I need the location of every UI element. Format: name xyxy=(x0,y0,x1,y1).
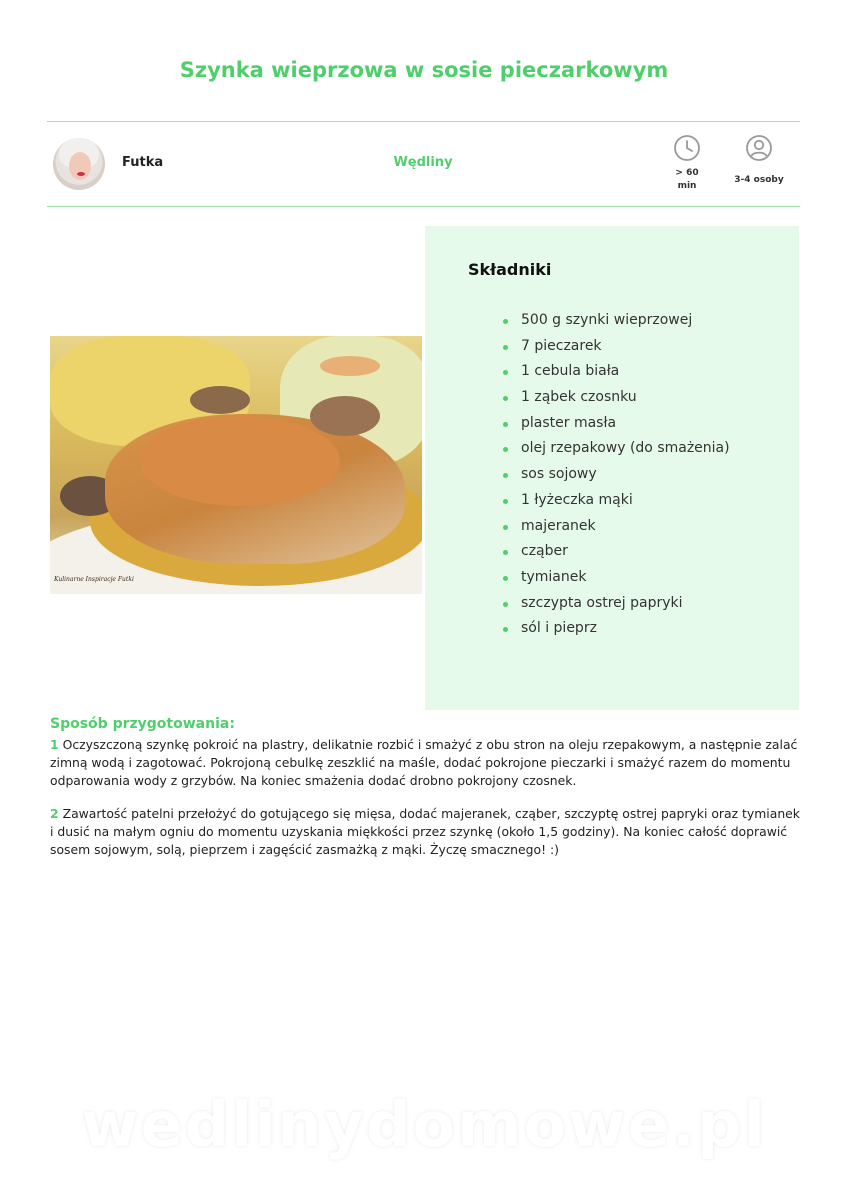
ingredients-list xyxy=(501,308,730,642)
time-info xyxy=(657,134,717,193)
ingredient-item: 7 pieczarek xyxy=(501,334,730,360)
preparation-step xyxy=(50,805,802,859)
divider-bottom xyxy=(47,206,800,207)
ingredient-item: 1 ząbek czosnku xyxy=(501,385,730,411)
preparation-heading: Sposób przygotowania: xyxy=(50,716,235,732)
preparation-step xyxy=(50,736,802,790)
ingredient-item: szczypta ostrej papryki xyxy=(501,591,730,617)
ingredient-item: plaster masła xyxy=(501,411,730,437)
ingredient-item: tymianek xyxy=(501,565,730,591)
step-text: Zawartość patelni przełożyć do gotującego się mięsa, dodać majeranek, cząber, szczyptę ostrej papryki oraz tymianek i dusić na małym ogniu do momentu uzyskania miękkości przez szynkę (około 1,5 godziny). Na koniec całość doprawić sosem sojowym, solą, pieprzem i zagęścić zasmażką z mąki. Życzę smacznego! :) xyxy=(50,806,800,857)
step-number: 2 xyxy=(50,806,59,821)
ingredient-item: olej rzepakowy (do smażenia) xyxy=(501,436,730,462)
ingredient-item: 500 g szynki wieprzowej xyxy=(501,308,730,334)
ingredient-item: sos sojowy xyxy=(501,462,730,488)
ingredient-item: cząber xyxy=(501,539,730,565)
ingredients-heading: Składniki xyxy=(468,260,552,279)
servings-info xyxy=(729,134,789,187)
dish-photo xyxy=(50,336,422,594)
category-link[interactable]: Wędliny xyxy=(393,155,453,170)
servings-label: 3-4 osoby xyxy=(734,175,784,185)
ingredient-item: majeranek xyxy=(501,514,730,540)
user-icon xyxy=(745,134,773,162)
photo-caption: Kulinarne Inspiracje Futki xyxy=(54,576,134,583)
ingredients-panel xyxy=(425,226,799,710)
step-number: 1 xyxy=(50,737,59,752)
author-avatar[interactable] xyxy=(53,138,105,190)
preparation-section xyxy=(50,716,802,874)
clock-icon xyxy=(673,134,701,162)
page-title: Szynka wieprzowa w sosie pieczarkowym xyxy=(179,58,669,82)
ingredient-item: 1 cebula biała xyxy=(501,359,730,385)
site-watermark: wedlinydomowe.pl xyxy=(81,1088,767,1161)
divider-top xyxy=(47,121,800,122)
time-label: > 60 min xyxy=(675,168,699,191)
ingredient-item: sól i pieprz xyxy=(501,616,730,642)
author-name[interactable]: Futka xyxy=(122,155,164,170)
ingredient-item: 1 łyżeczka mąki xyxy=(501,488,730,514)
step-text: Oczyszczoną szynkę pokroić na plastry, delikatnie rozbić i smażyć z obu stron na oleju rzepakowym, a następnie zalać zimną wodą i zagotować. Pokrojoną cebulkę zeszklić na maśle, dodać pokrojone pieczarki i smażyć razem do momentu odparowania wody z grzybów. Na koniec smażenia dodać drobno pokrojony czosnek. xyxy=(50,737,798,788)
